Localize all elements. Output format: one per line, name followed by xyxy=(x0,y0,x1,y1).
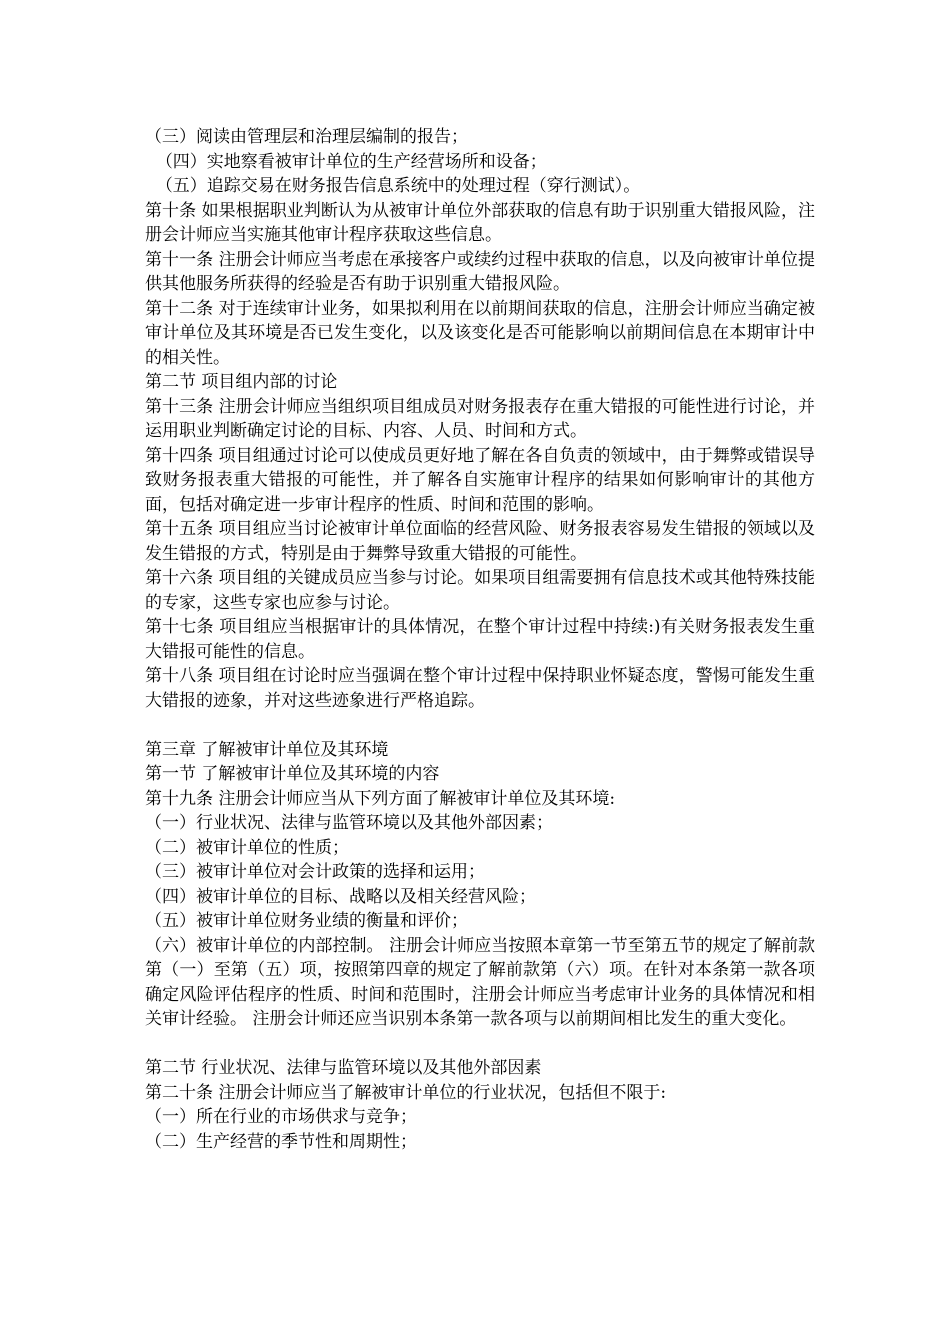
article-18: 第十八条 项目组在讨论时应当强调在整个审计过程中保持职业怀疑态度，警惕可能发生重大错报的迹象，并对这些迹象进行严格追踪。 xyxy=(145,666,815,711)
blank-line xyxy=(145,713,815,738)
article-16: 第十六条 项目组的关键成员应当参与讨论。如果项目组需要拥有信息技术或其他特殊技能的专家，这些专家也应参与讨论。 xyxy=(145,568,815,613)
list-item-5b: （五）被审计单位财务业绩的衡量和评价； xyxy=(145,911,468,931)
list-item-1: （一）行业状况、法律与监管环境以及其他外部因素； xyxy=(145,813,553,833)
list-item-2: （二）被审计单位的性质； xyxy=(145,837,349,858)
list-item-4: （四）实地察看被审计单位的生产经营场所和设备； xyxy=(145,151,547,172)
article-11: 第十一条 注册会计师应当考虑在承接客户或续约过程中获取的信息，以及向被审计单位提供其他服务所获得的经验是否有助于识别重大错报风险。 xyxy=(145,249,815,294)
article-15: 第十五条 项目组应当讨论被审计单位面临的经营风险、财务报表容易发生错报的领域以及发生错报的方式，特别是由于舞弊导致重大错报的可能性。 xyxy=(145,519,815,564)
list-item-4b: （四）被审计单位的目标、战略以及相关经营风险； xyxy=(145,886,536,907)
list-item-6: （六）被审计单位的内部控制。 注册会计师应当按照本章第一节至第五节的规定了解前款第（一）至第（五）项，按照第四章的规定了解前款第（六）项。在针对本条第一款各项确定风险评估程序的性质、时间和范围时，注册会计师应当考虑审计业务的具体情况和相关审计经验。 注册会计师还应当识别本条第一款各项与以前期间相比发生的重大变化。 xyxy=(145,935,815,1029)
list-item-2b: （二）生产经营的季节性和周期性； xyxy=(145,1131,417,1152)
article-19: 第十九条 注册会计师应当从下列方面了解被审计单位及其环境: xyxy=(145,788,616,809)
chapter-heading-3: 第三章 了解被审计单位及其环境 xyxy=(145,739,389,760)
list-item-3: （三）阅读由管理层和治理层编制的报告； xyxy=(145,127,468,147)
section-heading-2b: 第二节 行业状况、法律与监管环境以及其他外部因素 xyxy=(145,1058,542,1078)
article-17: 第十七条 项目组应当根据审计的具体情况，在整个审计过程中持续:)有关财务报表发生重大错报可能性的信息。 xyxy=(145,617,815,662)
article-12: 第十二条 对于连续审计业务，如果拟利用在以前期间获取的信息，注册会计师应当确定被审计单位及其环境是否已发生变化，以及该变化是否可能影响以前期间信息在本期审计中的相关性。 xyxy=(145,298,815,368)
blank-line xyxy=(145,1032,815,1057)
list-item-3b: （三）被审计单位对会计政策的选择和运用； xyxy=(145,862,485,882)
article-20: 第二十条 注册会计师应当了解被审计单位的行业状况，包括但不限于: xyxy=(145,1082,667,1103)
list-item-1b: （一）所在行业的市场供求与竞争； xyxy=(145,1107,417,1127)
section-heading-2: 第二节 项目组内部的讨论 xyxy=(145,372,338,392)
article-10: 第十条 如果根据职业判断认为从被审计单位外部获取的信息有助于识别重大错报风险，注册会计师应当实施其他审计程序获取这些信息。 xyxy=(145,200,815,245)
article-14: 第十四条 项目组通过讨论可以使成员更好地了解在各自负责的领域中，由于舞弊或错误导致财务报表重大错报的可能性，并了解各自实施审计程序的结果如何影响审计的其他方面，包括对确定进一步审计程序的性质、时间和范围的影响。 xyxy=(145,445,815,515)
document-page xyxy=(145,125,815,1154)
section-heading-1: 第一节 了解被审计单位及其环境的内容 xyxy=(145,764,440,784)
list-item-5: （五）追踪交易在财务报告信息系统中的处理过程（穿行测试）。 xyxy=(145,176,641,196)
article-13: 第十三条 注册会计师应当组织项目组成员对财务报表存在重大错报的可能性进行讨论，并运用职业判断确定讨论的目标、内容、人员、时间和方式。 xyxy=(145,396,815,441)
